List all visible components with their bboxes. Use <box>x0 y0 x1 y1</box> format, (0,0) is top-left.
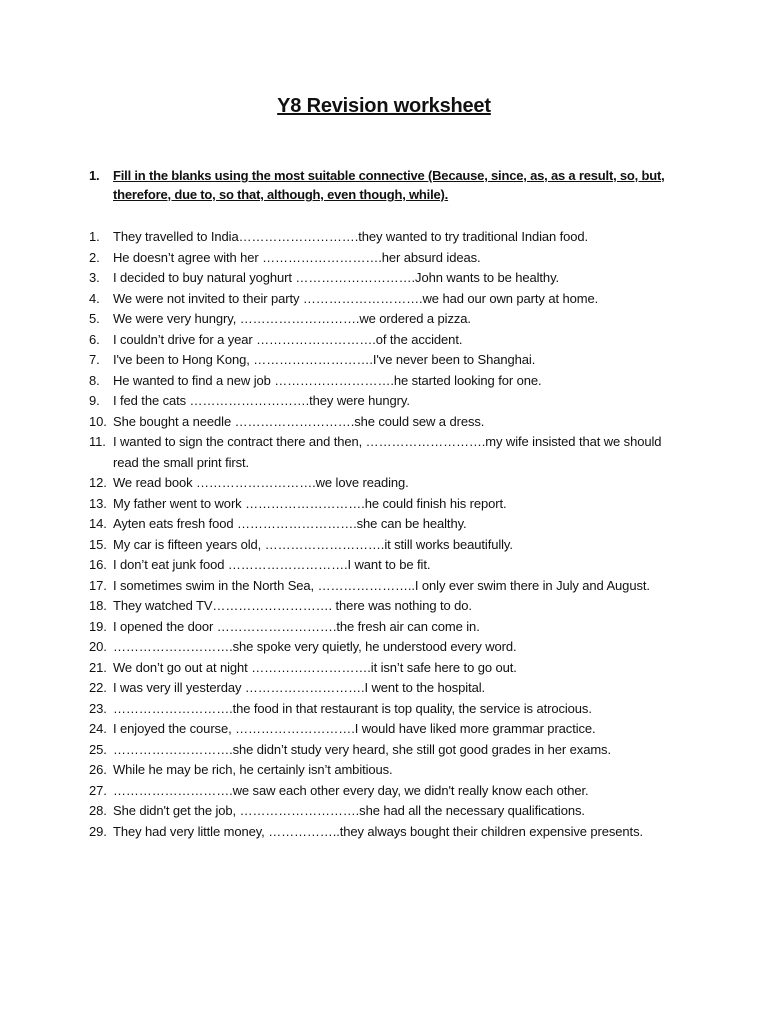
question-item <box>89 760 689 781</box>
question-text: They travelled to India……………………….they wanted to try traditional Indian food. <box>113 229 589 244</box>
instruction-number: 1. <box>89 168 100 183</box>
question-number: 18. <box>89 598 107 613</box>
question-text: I've been to Hong Kong, ……………………….I've never been to Shanghai. <box>113 352 536 367</box>
question-number: 6. <box>89 331 100 347</box>
question-number: 28. <box>89 803 107 818</box>
question-number: 17. <box>89 577 107 593</box>
question-number: 3. <box>89 270 100 285</box>
question-number: 13. <box>89 495 107 511</box>
question-number: 25. <box>89 741 107 757</box>
question-text: We were not invited to their party ……………………….we had our own party at home. <box>113 290 599 306</box>
question-text: While he may be rich, he certainly isn’t ambitious. <box>113 762 393 777</box>
instruction-block <box>89 166 669 204</box>
question-item <box>89 494 689 515</box>
question-number: 1. <box>89 229 100 244</box>
question-number: 14. <box>89 516 107 531</box>
question-text: I decided to buy natural yoghurt ……………………….John wants to be healthy. <box>113 270 560 285</box>
question-text: ……………………….we saw each other every day, we didn't really know each other. <box>113 782 589 798</box>
question-number: 2. <box>89 249 100 265</box>
question-text: ……………………….she didn’t study very heard, she still got good grades in her exams. <box>113 741 611 757</box>
question-number: 26. <box>89 762 107 777</box>
question-number: 5. <box>89 311 100 326</box>
question-item <box>89 391 689 412</box>
question-item <box>89 719 689 740</box>
question-text: My car is fifteen years old, ……………………….it still works beautifully. <box>113 536 513 552</box>
question-item <box>89 412 689 433</box>
question-text: Ayten eats fresh food ……………………….she can be healthy. <box>113 516 467 531</box>
question-text: I couldn’t drive for a year ……………………….of the accident. <box>113 331 463 347</box>
question-number: 9. <box>89 393 100 408</box>
question-text: I fed the cats ……………………….they were hungry. <box>113 393 410 408</box>
question-item <box>89 596 689 617</box>
question-number: 4. <box>89 290 100 306</box>
question-number: 29. <box>89 823 107 839</box>
worksheet-title: Y8 Revision worksheet <box>277 95 491 117</box>
question-text: I opened the door ……………………….the fresh air can come in. <box>113 618 480 634</box>
question-text: ……………………….the food in that restaurant is top quality, the service is atrocious. <box>113 700 592 716</box>
question-number: 21. <box>89 659 107 675</box>
question-text: My father went to work ……………………….he could finish his report. <box>113 495 507 511</box>
question-text: We don’t go out at night ……………………….it isn’t safe here to go out. <box>113 659 517 675</box>
question-number: 22. <box>89 680 107 695</box>
question-item <box>89 309 689 330</box>
question-number: 27. <box>89 782 107 798</box>
question-item <box>89 678 689 699</box>
question-item <box>89 330 689 351</box>
question-number: 23. <box>89 700 107 716</box>
question-item <box>89 699 689 720</box>
question-text: We read book ……………………….we love reading. <box>113 475 409 490</box>
question-text: We were very hungry, ……………………….we ordered a pizza. <box>113 311 471 326</box>
question-item <box>89 617 689 638</box>
question-item <box>89 268 689 289</box>
question-text: He wanted to find a new job ……………………….he started looking for one. <box>113 372 542 388</box>
question-item <box>89 555 689 576</box>
question-number: 12. <box>89 475 107 490</box>
question-item <box>89 473 689 494</box>
question-item <box>89 371 689 392</box>
question-item <box>89 637 689 658</box>
question-number: 7. <box>89 352 100 367</box>
question-text: They watched TV………………………. there was nothing to do. <box>113 598 472 613</box>
question-item <box>89 781 689 802</box>
question-item <box>89 514 689 535</box>
question-item <box>89 350 689 371</box>
question-text: They had very little money, ……………..they always bought their children expensive presents. <box>113 823 643 839</box>
question-number: 10. <box>89 413 107 429</box>
question-text: She bought a needle ……………………….she could sew a dress. <box>113 413 485 429</box>
question-list <box>89 227 689 842</box>
question-text: I wanted to sign the contract there and then, ……………………….my wife insisted that we should read the small print first. <box>113 434 662 470</box>
question-number: 24. <box>89 721 107 736</box>
question-text: He doesn’t agree with her ……………………….her absurd ideas. <box>113 249 481 265</box>
question-item <box>89 248 689 269</box>
question-text: ……………………….she spoke very quietly, he understood every word. <box>113 639 517 654</box>
question-item <box>89 432 689 473</box>
question-item <box>89 801 689 822</box>
question-number: 11. <box>89 434 106 449</box>
question-text: I enjoyed the course, ……………………….I would have liked more grammar practice. <box>113 721 596 736</box>
question-item <box>89 658 689 679</box>
question-text: I don’t eat junk food ……………………….I want to be fit. <box>113 557 431 572</box>
question-item <box>89 822 689 843</box>
question-text: I sometimes swim in the North Sea, …………………..I only ever swim there in July and August. <box>113 577 650 593</box>
question-text: I was very ill yesterday ……………………….I went to the hospital. <box>113 680 486 695</box>
question-number: 8. <box>89 372 100 388</box>
question-item <box>89 740 689 761</box>
question-item <box>89 576 689 597</box>
question-item <box>89 535 689 556</box>
question-number: 15. <box>89 536 107 552</box>
question-number: 19. <box>89 618 107 634</box>
instruction-text: Fill in the blanks using the most suitable connective (Because, since, as, as a result, so, but, therefore, due to, so that, although, even though, while). <box>113 168 665 202</box>
question-number: 20. <box>89 639 107 654</box>
question-text: She didn't get the job, ……………………….she had all the necessary qualifications. <box>113 803 585 818</box>
question-item <box>89 227 689 248</box>
question-number: 16. <box>89 557 107 572</box>
question-item <box>89 289 689 310</box>
